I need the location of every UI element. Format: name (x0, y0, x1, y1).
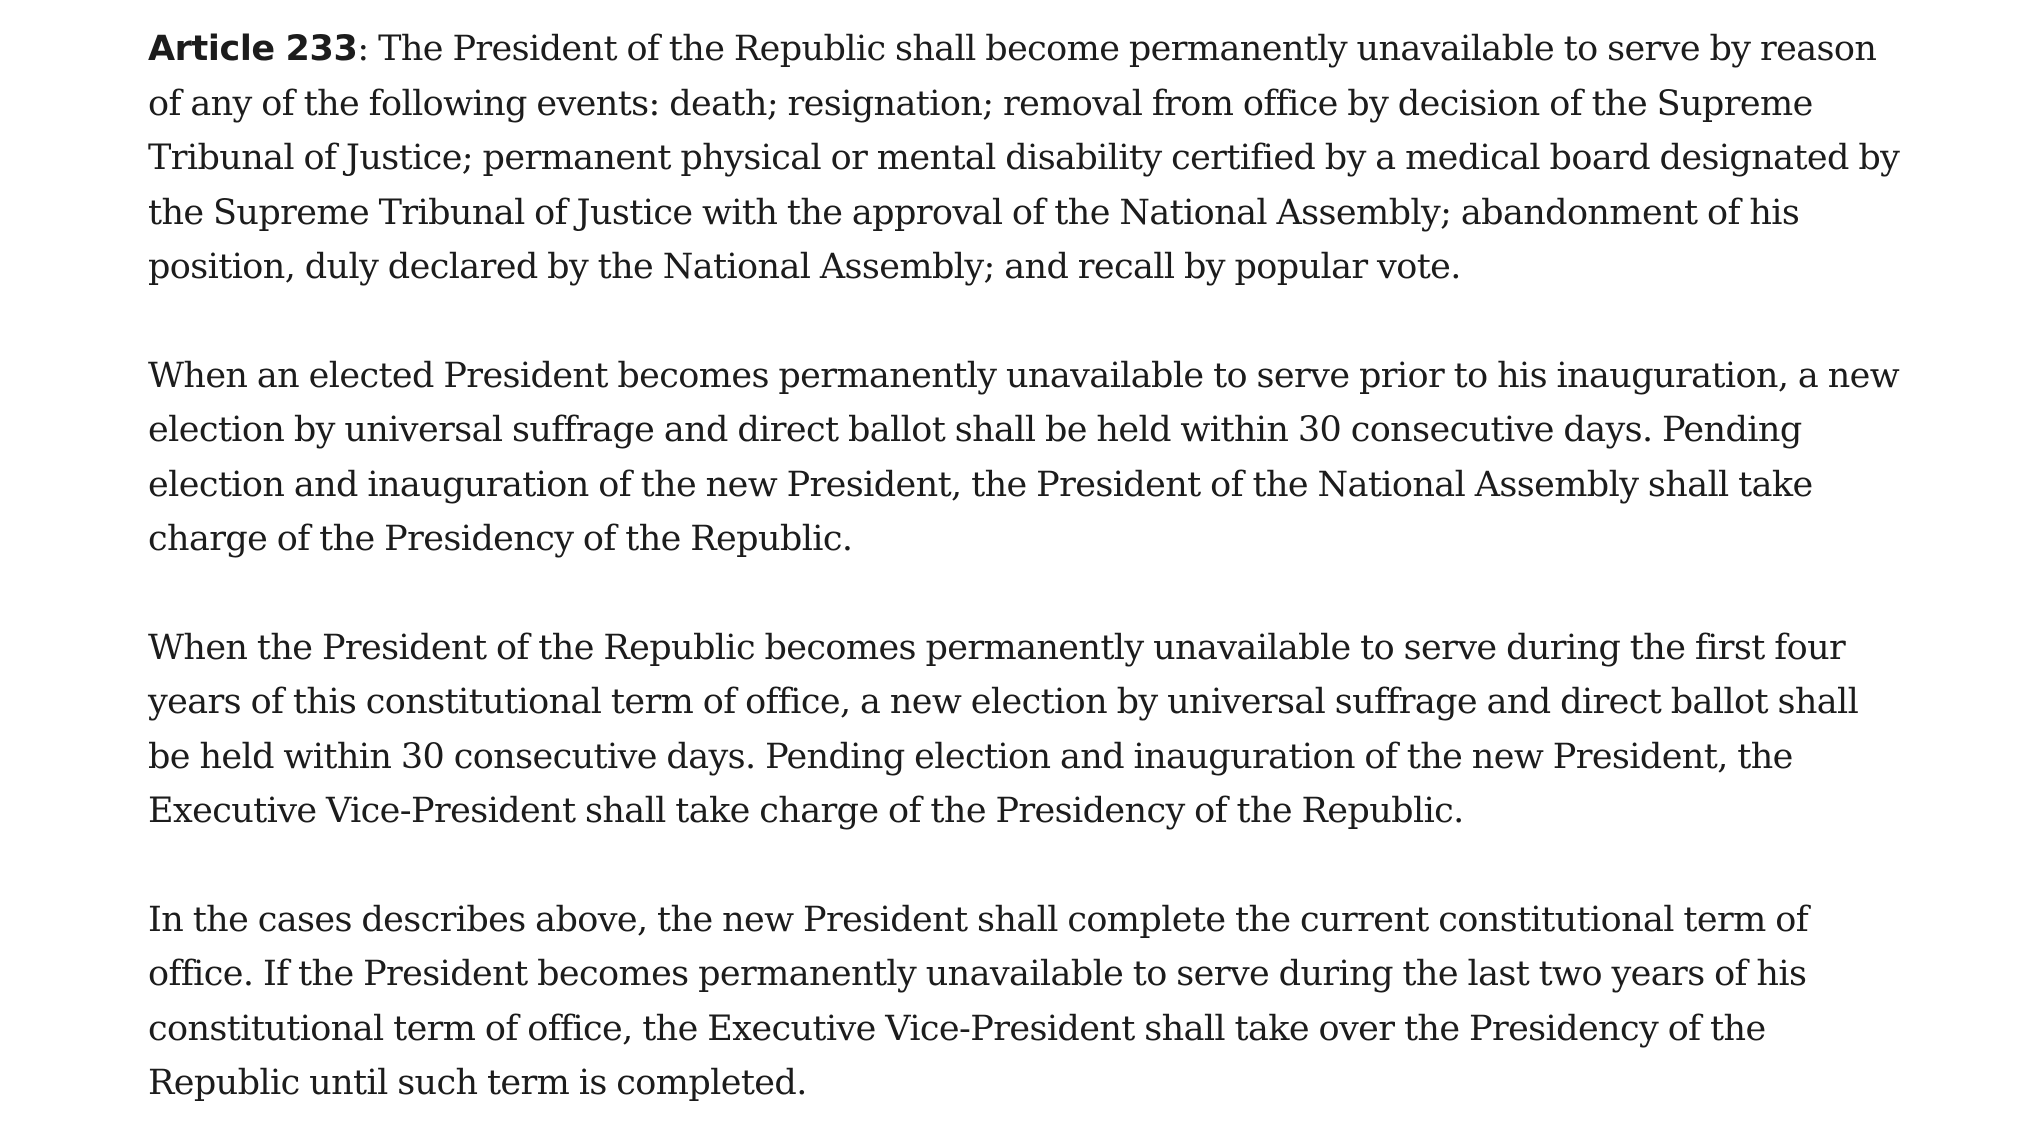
article-intro-text: : The President of the Republic shall become permanently unavailable to serve by reason of any of the following events: death; resignation; removal from office by decision of the Supreme Tribunal of Justice; permanent physical or mental disability certified by a medical board designated by the Supreme Tribunal of Justice with the approval of the National Assembly; abandonment of his position, duly declared by the National Assembly; and recall by popular vote. (148, 29, 1900, 287)
article-intro-paragraph (148, 22, 1908, 295)
paragraph-elected-president: When an elected President becomes permanently unavailable to serve prior to his inauguration, a new election by universal suffrage and direct ballot shall be held within 30 consecutive days. Pending election and inauguration of the new President, the President of the National Assembly shall take charge of the Presidency of the Republic. (148, 355, 1900, 559)
article-number-label: Article 233 (148, 29, 358, 69)
article-body (148, 22, 1908, 1111)
paragraph-first-four-years: When the President of the Republic becomes permanently unavailable to serve during the first four years of this constitutional term of office, a new election by universal suffrage and direct ballot shall be held within 30 consecutive days. Pending election and inauguration of the new President, the Executive Vice-President shall take charge of the Presidency of the Republic. (148, 627, 1859, 831)
paragraph-cases-above: In the cases describes above, the new President shall complete the current constitutional term of office. If the President becomes permanently unavailable to serve during the last two years of his constitutional term of office, the Executive Vice-President shall take over the Presidency of the Republic until such term is completed. (148, 899, 1809, 1103)
